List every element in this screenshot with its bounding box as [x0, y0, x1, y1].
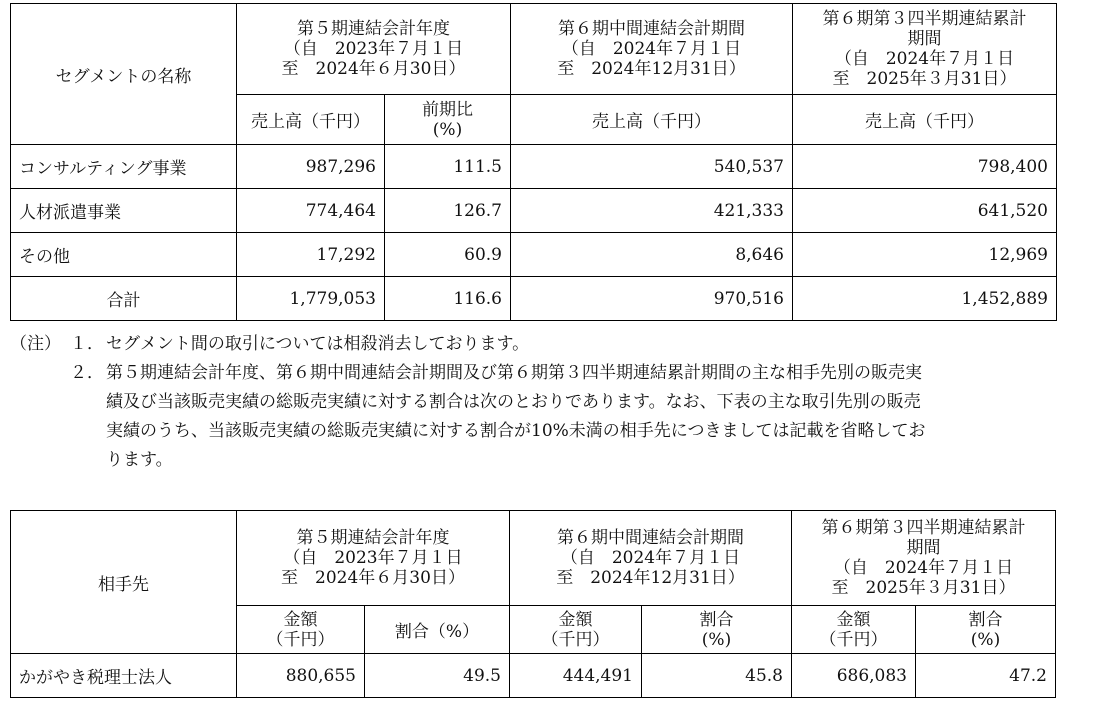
note-2-line: 第５期連結会計年度、第６期中間連結会計期間及び第６期第３四半期連結累計期間の主な相手先別の販売実 — [106, 363, 922, 383]
period3-title: 第６期第３四半期連結累計 — [821, 518, 1026, 538]
period2-to: 至 2024年12月31日） — [557, 59, 746, 79]
p1-ratio: 60.9 — [385, 233, 511, 277]
note-2 — [10, 359, 1100, 388]
segment-sales-table — [10, 3, 1057, 321]
p1-ratio: 49.5 — [365, 654, 510, 698]
period3-from: （自 2024年７月１日 — [834, 49, 1015, 69]
period3-to: 至 2025年３月31日） — [832, 69, 1017, 89]
total-label: 合計 — [11, 277, 237, 321]
period3-title-cont: 期間 — [906, 538, 941, 558]
p2-sales: 8,646 — [511, 233, 793, 277]
period1-title: 第５期連結会計年度 — [296, 528, 450, 548]
p2-sales: 970,516 — [511, 277, 793, 321]
period2-header — [511, 4, 793, 95]
p3-amount-header: 金額 （千円） — [792, 606, 916, 654]
period1-header — [237, 511, 510, 606]
period3-title-cont: 期間 — [907, 29, 942, 49]
p2-ratio: 45.8 — [642, 654, 792, 698]
p3-sales: 12,969 — [793, 233, 1057, 277]
p2-amount-header: 金額 （千円） — [510, 606, 642, 654]
total-row — [11, 277, 1057, 321]
period3-title: 第６期第３四半期連結累計 — [822, 9, 1027, 29]
p1-sales: 1,779,053 — [237, 277, 385, 321]
customer-sales-table — [10, 510, 1056, 698]
p1-ratio: 111.5 — [385, 145, 511, 189]
period1-from: （自 2023年７月１日 — [283, 548, 463, 568]
segment-name-header: セグメントの名称 — [11, 4, 237, 145]
notes-section — [10, 330, 1100, 475]
p3-sales: 641,520 — [793, 189, 1057, 233]
p3-ratio: 47.2 — [916, 654, 1056, 698]
note-mark: （注） — [10, 334, 61, 354]
customer-header: 相手先 — [11, 511, 237, 654]
note-2-number: ２． — [70, 363, 104, 383]
segment-name: コンサルティング事業 — [11, 145, 237, 189]
p1-sales: 987,296 — [237, 145, 385, 189]
period3-to: 至 2025年３月31日） — [831, 578, 1016, 598]
note-2-line: 実績のうち、当該販売実績の総販売実績に対する割合が10%未満の相手先につきましては記載を省略してお — [106, 421, 926, 441]
period3-header — [792, 511, 1056, 606]
segment-name: 人材派遣事業 — [11, 189, 237, 233]
period1-to: 至 2024年６月30日） — [281, 568, 465, 588]
table-row — [11, 654, 1056, 698]
note-1-number: １． — [70, 334, 104, 354]
p3-ratio-header: 割合 (%) — [916, 606, 1056, 654]
note-1-text: セグメント間の取引については相殺消去しております。 — [106, 334, 530, 354]
customer-name: かがやき税理士法人 — [11, 654, 237, 698]
p1-ratio: 116.6 — [385, 277, 511, 321]
segment-name: その他 — [11, 233, 237, 277]
period2-title: 第６期中間連結会計期間 — [558, 19, 745, 39]
p2-sales-header: 売上高（千円） — [511, 95, 793, 145]
period1-title: 第５期連結会計年度 — [297, 19, 450, 39]
p1-sales: 774,464 — [237, 189, 385, 233]
period3-from: （自 2024年７月１日 — [833, 558, 1014, 578]
table-row — [11, 233, 1057, 277]
table-row — [11, 189, 1057, 233]
p1-ratio-header: 割合（%） — [365, 606, 510, 654]
p1-amount-header: 金額 （千円） — [237, 606, 365, 654]
period1-to: 至 2024年６月30日） — [281, 59, 466, 79]
p2-amount: 444,491 — [510, 654, 642, 698]
p1-sales-header: 売上高（千円） — [237, 95, 385, 145]
p3-sales: 1,452,889 — [793, 277, 1057, 321]
period2-from: （自 2024年７月１日 — [560, 548, 741, 568]
p2-sales: 540,537 — [511, 145, 793, 189]
p3-sales-header: 売上高（千円） — [793, 95, 1057, 145]
period2-header — [510, 511, 792, 606]
period1-from: （自 2023年７月１日 — [283, 39, 464, 59]
note-2-line: 績及び当該販売実績の総販売実績に対する割合は次のとおりであります。なお、下表の主な取引先別の販売 — [106, 392, 921, 412]
period2-title: 第６期中間連結会計期間 — [557, 528, 744, 548]
table-row — [11, 145, 1057, 189]
p3-amount: 686,083 — [792, 654, 916, 698]
note-1 — [10, 330, 1100, 359]
period2-from: （自 2024年７月１日 — [561, 39, 742, 59]
p1-amount: 880,655 — [237, 654, 365, 698]
p2-ratio-header: 割合 (%) — [642, 606, 792, 654]
period1-header — [237, 4, 511, 95]
p1-ratio-header: 前期比 (%) — [385, 95, 511, 145]
p1-sales: 17,292 — [237, 233, 385, 277]
p2-sales: 421,333 — [511, 189, 793, 233]
p3-sales: 798,400 — [793, 145, 1057, 189]
p1-ratio: 126.7 — [385, 189, 511, 233]
period2-to: 至 2024年12月31日） — [556, 568, 745, 588]
note-2-line: ります。 — [106, 450, 173, 470]
period3-header — [793, 4, 1057, 95]
